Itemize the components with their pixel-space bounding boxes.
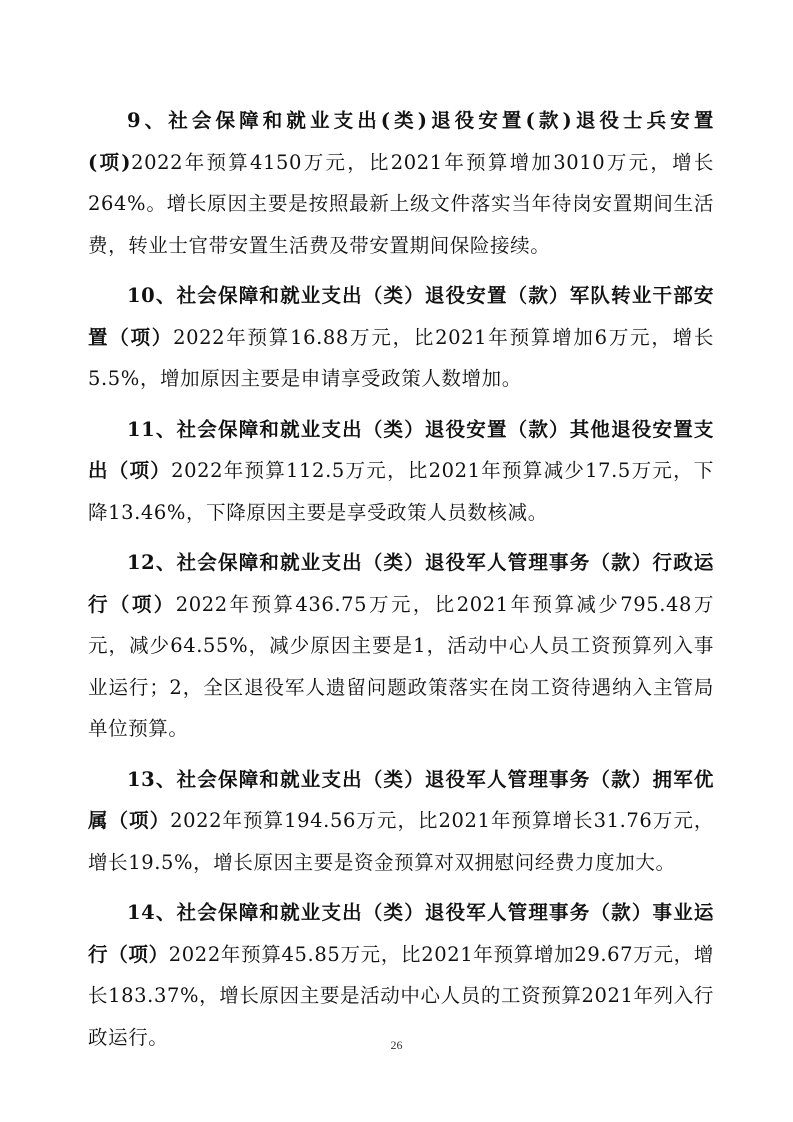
paragraph-item-13 bbox=[88, 759, 714, 884]
paragraph-heading: 13、社会保障和就业支出（类）退役军人管理事务（款）拥军优属（项） bbox=[88, 767, 714, 832]
paragraph-heading: 10、社会保障和就业支出（类）退役安置（款）军队转业干部安置（项） bbox=[88, 284, 714, 349]
paragraph-item-11 bbox=[88, 409, 714, 534]
paragraph-heading: 14、社会保障和就业支出（类）退役军人管理事务（款）事业运行（项） bbox=[88, 901, 714, 966]
document-body bbox=[88, 100, 714, 1067]
paragraph-text: 2022年预算436.75万元，比2021年预算减少795.48万元，减少64.55%，减少原因主要是1，活动中心人员工资预算列入事业运行；2，全区退役军人遗留问题政策落实在岗工资待遇纳入主管局单位预算。 bbox=[88, 592, 714, 740]
paragraph-text: 2022年预算194.56万元，比2021年预算增长31.76万元，增长19.5%，增长原因主要是资金预算对双拥慰问经费力度加大。 bbox=[88, 809, 714, 874]
paragraph-item-14 bbox=[88, 892, 714, 1058]
paragraph-text: 2022年预算45.85万元，比2021年预算增加29.67万元，增长183.37%，增长原因主要是活动中心人员的工资预算2021年列入行政运行。 bbox=[88, 942, 714, 1049]
paragraph-heading: 12、社会保障和就业支出（类）退役军人管理事务（款）行政运行（项） bbox=[88, 551, 714, 616]
paragraph-heading: 11、社会保障和就业支出（类）退役安置（款）其他退役安置支出（项） bbox=[88, 417, 714, 482]
paragraph-item-12 bbox=[88, 542, 714, 750]
paragraph-text: 2022年预算4150万元，比2021年预算增加3010万元，增长264%。增长原因主要是按照最新上级文件落实当年待岗安置期间生活费，转业士官带安置生活费及带安置期间保险接续。 bbox=[88, 150, 714, 257]
paragraph-text: 2022年预算16.88万元，比2021年预算增加6万元，增长5.5%，增加原因主要是申请享受政策人数增加。 bbox=[88, 325, 714, 390]
paragraph-item-10 bbox=[88, 275, 714, 400]
paragraph-text: 2022年预算112.5万元，比2021年预算减少17.5万元，下降13.46%，下降原因主要是享受政策人员数核减。 bbox=[88, 459, 714, 524]
paragraph-heading: 9、社会保障和就业支出(类)退役安置(款)退役士兵安置(项) bbox=[88, 109, 714, 174]
paragraph-item-9 bbox=[88, 100, 714, 266]
page-number: 26 bbox=[390, 1038, 403, 1052]
